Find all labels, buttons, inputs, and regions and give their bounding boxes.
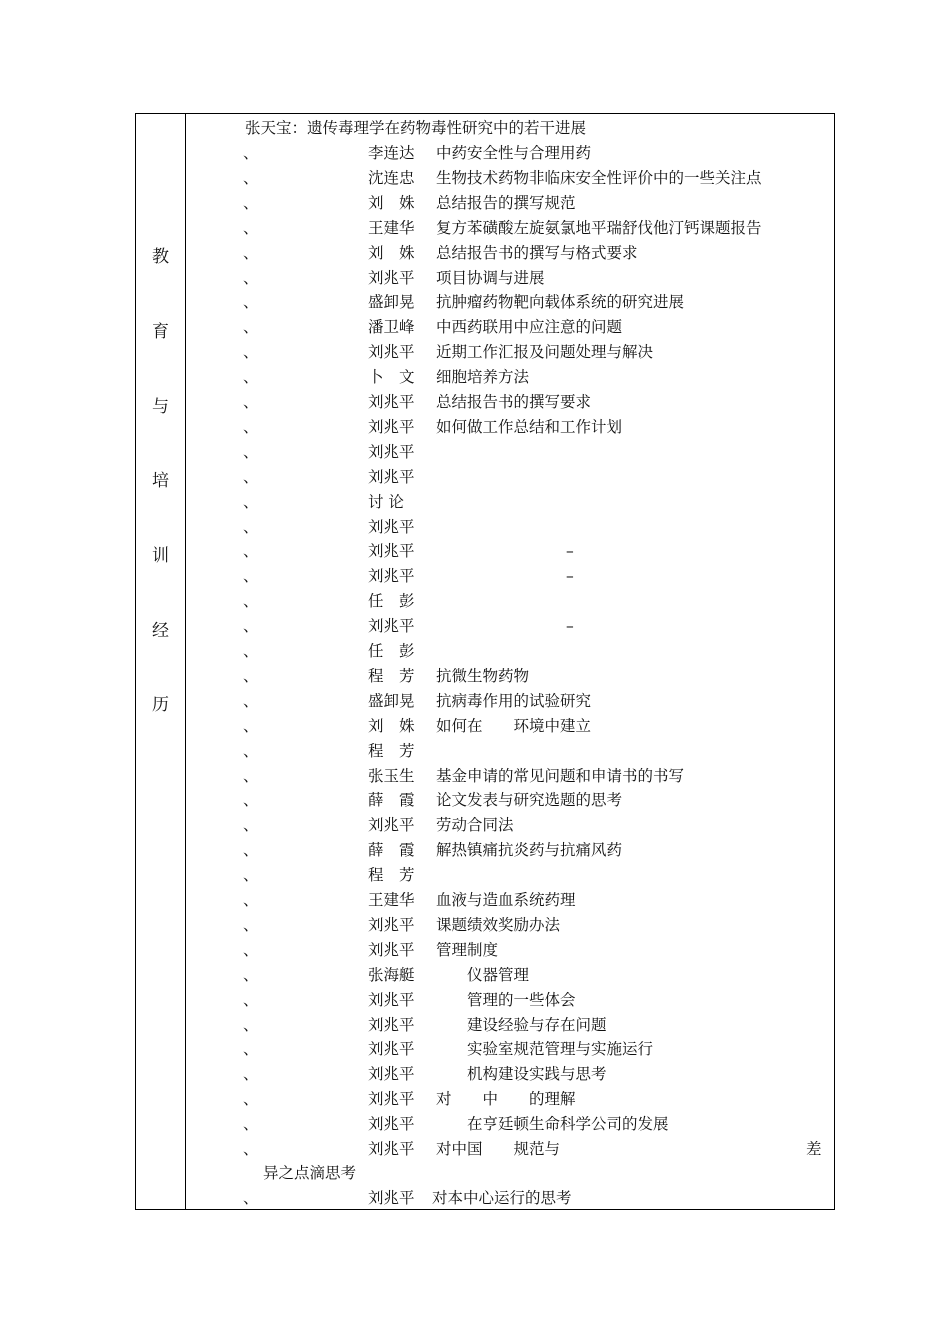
entry-row: [0, 615, 950, 639]
speaker-name: 张海艇: [368, 965, 415, 984]
bullet-mark: 、: [243, 816, 259, 835]
entry-row: [0, 491, 950, 515]
entry-row: [0, 142, 950, 166]
speaker-name: 刘兆平: [368, 467, 415, 486]
bullet-mark: 、: [243, 691, 259, 710]
side-label-char: 与: [152, 397, 169, 417]
bullet-mark: 、: [243, 368, 259, 387]
speaker-name: 程 芳: [368, 666, 415, 685]
bullet-mark: 、: [243, 990, 259, 1009]
topic-text: 劳动合同法: [436, 816, 514, 835]
entry-row: [0, 192, 950, 216]
bullet-mark: 、: [243, 1090, 259, 1109]
entry-row: [0, 1088, 950, 1112]
topic-text: 总结报告书的撰写要求: [436, 393, 592, 411]
bullet-mark: 、: [243, 716, 259, 735]
topic-text: 解热镇痛抗炎药与抗痛风药: [436, 841, 623, 860]
bullet-mark: 、: [243, 617, 259, 636]
topic-text: 中西药联用中应注意的问题: [436, 318, 623, 337]
entry-row: [0, 341, 950, 365]
speaker-name: 刘兆平: [368, 1140, 415, 1158]
entry-row: [0, 864, 950, 888]
last-entry: [0, 1187, 950, 1211]
bullet-mark: 、: [243, 841, 259, 860]
entry-row: [0, 665, 950, 689]
speaker-name: 张玉生: [368, 766, 415, 785]
topic-text: 课题绩效奖励办法: [436, 915, 561, 934]
topic-text: 生物技术药物非临床安全性评价中的一些关注点: [436, 168, 762, 187]
topic-text: 机构建设实践与思考: [436, 1065, 607, 1084]
speaker-name: 刘兆平: [368, 1040, 415, 1059]
bullet-mark: 、: [243, 218, 259, 237]
speaker-name: 刘 姝: [368, 193, 415, 212]
bullet-mark: 、: [243, 144, 259, 162]
bullet-mark: 、: [243, 642, 259, 660]
topic-text: 基金申请的常见问题和申请书的书写: [436, 766, 685, 785]
topic-text: 仪器管理: [436, 965, 530, 984]
speaker-name: 刘兆平: [368, 1015, 415, 1034]
side-label-char: 育: [152, 322, 169, 342]
entry-row: [0, 1113, 950, 1137]
entry-row: [0, 466, 950, 490]
speaker-name: 刘兆平: [368, 417, 415, 436]
bullet-mark: 、: [243, 915, 259, 934]
topic-overflow-char: 差: [806, 1140, 822, 1158]
bullet-mark: 、: [243, 791, 259, 810]
bullet-mark: 、: [243, 891, 259, 909]
speaker-name: 王建华: [368, 218, 415, 237]
topic-text: 总结报告的撰写规范: [436, 193, 576, 212]
entry-row: [0, 889, 950, 913]
entry-row: [0, 540, 950, 564]
speaker-name: 程 芳: [368, 866, 415, 885]
bullet-mark: 、: [243, 567, 259, 586]
bullet-mark: 、: [243, 940, 259, 959]
bullet-mark: 、: [243, 666, 259, 685]
speaker-name: 刘兆平: [368, 915, 415, 934]
speaker-name: 刘兆平: [368, 1065, 415, 1084]
entry-row: [0, 416, 950, 440]
bullet-mark: 、: [243, 268, 259, 287]
topic-text: 中药安全性与合理用药: [436, 144, 592, 162]
topic-text: 项目协调与进展: [436, 268, 545, 287]
entry-row: [0, 1038, 950, 1062]
bullet-mark: 、: [243, 168, 259, 187]
bullet-mark: 、: [243, 592, 259, 611]
entry-row: [0, 366, 950, 390]
topic-text: 在亨廷顿生命科学公司的发展: [436, 1115, 669, 1134]
speaker-name: 刘 姝: [368, 243, 415, 262]
first-entry-text: 张天宝：遗传毒理学在药物毒性研究中的若干进展: [245, 119, 587, 137]
bullet-mark: 、: [243, 243, 259, 262]
speaker-name: 刘兆平: [368, 517, 415, 536]
bullet-mark: 、: [243, 1189, 259, 1207]
entry-row: [0, 291, 950, 315]
side-label-char: 培: [152, 471, 169, 491]
bullet-mark: 、: [243, 318, 259, 337]
bullet-mark: 、: [243, 1015, 259, 1034]
side-label-char: 经: [152, 621, 169, 641]
entry-row: [0, 765, 950, 789]
speaker-name: 任 彭: [368, 592, 415, 611]
entry-row: [0, 516, 950, 540]
speaker-name: 刘兆平: [368, 268, 415, 287]
entry-row: [0, 715, 950, 739]
bullet-mark: 、: [243, 193, 259, 212]
bullet-mark: 、: [243, 1040, 259, 1059]
topic-text: 近期工作汇报及问题处理与解决: [436, 343, 654, 362]
speaker-name: 李连达: [368, 144, 415, 162]
entry-row: [0, 989, 950, 1013]
bullet-mark: 、: [243, 467, 259, 486]
entry-row: [0, 565, 950, 589]
topic-text: 对 中 的理解: [436, 1090, 576, 1109]
bullet-mark: 、: [243, 1065, 259, 1084]
speaker-name: 刘兆平: [368, 617, 415, 636]
topic-text: 血液与造血系统药理: [436, 891, 576, 909]
entry-row: [0, 814, 950, 838]
entry-row: [0, 590, 950, 614]
bullet-mark: 、: [243, 417, 259, 436]
speaker-name: 刘兆平: [368, 1090, 415, 1109]
entry-row: [0, 1063, 950, 1087]
speaker-name: 刘兆平: [368, 542, 415, 561]
speaker-name: 刘兆平: [368, 343, 415, 362]
topic-text: 抗病毒作用的试验研究: [436, 691, 592, 710]
entry-row: [0, 939, 950, 963]
topic-text: 细胞培养方法: [436, 368, 530, 387]
entry-row: [0, 441, 950, 465]
bullet-mark: 、: [243, 741, 259, 760]
bullet-mark: 、: [243, 393, 259, 411]
speaker-name: 王建华: [368, 891, 415, 909]
entry-row: [0, 789, 950, 813]
topic-text: –: [566, 617, 574, 636]
side-label-char: 教: [152, 247, 169, 267]
topic-text: 如何做工作总结和工作计划: [436, 417, 623, 436]
topic-text: –: [566, 542, 574, 561]
entry-row: [0, 242, 950, 266]
topic-text: 抗肿瘤药物靶向载体系统的研究进展: [436, 293, 685, 312]
topic-text: 复方苯磺酸左旋氨氯地平瑞舒伐他汀钙课题报告: [436, 218, 762, 237]
bullet-mark: 、: [243, 1140, 259, 1158]
entry-row: [0, 167, 950, 191]
speaker-name: 刘兆平: [368, 567, 415, 586]
wrap-line: [0, 1162, 950, 1186]
entry-row: [0, 217, 950, 241]
speaker-name: 刘兆平: [368, 940, 415, 959]
topic-text: 对本中心运行的思考: [432, 1189, 572, 1207]
wrap-line-text: 异之点滴思考: [263, 1164, 357, 1182]
speaker-name: 刘兆平: [368, 442, 415, 461]
topic-text: 论文发表与研究选题的思考: [436, 791, 623, 810]
topic-text: 实验室规范管理与实施运行: [436, 1040, 654, 1059]
speaker-name: 薛 霞: [368, 841, 415, 860]
speaker-name: 刘兆平: [368, 1189, 415, 1207]
entry-row: [0, 1138, 950, 1162]
bullet-mark: 、: [243, 965, 259, 984]
topic-text: 对中国 规范与: [436, 1140, 561, 1158]
bullet-mark: 、: [243, 343, 259, 362]
speaker-name: 卜 文: [368, 368, 415, 387]
speaker-name: 刘兆平: [368, 816, 415, 835]
entry-row: [0, 740, 950, 764]
entry-row: [0, 316, 950, 340]
bullet-mark: 、: [243, 1115, 259, 1134]
topic-text: –: [566, 567, 574, 586]
entry-row: [0, 267, 950, 291]
speaker-name: 刘兆平: [368, 1115, 415, 1134]
speaker-name: 程 芳: [368, 741, 415, 760]
speaker-name: 刘 姝: [368, 716, 415, 735]
first-entry: [0, 117, 950, 141]
speaker-name: 沈连忠: [368, 168, 415, 187]
topic-text: 建设经验与存在问题: [436, 1015, 607, 1034]
entry-row: [0, 690, 950, 714]
topic-text: 管理制度: [436, 940, 499, 959]
bullet-mark: 、: [243, 492, 259, 511]
speaker-name: 任 彭: [368, 642, 415, 660]
speaker-name: 薛 霞: [368, 791, 415, 810]
topic-text: 总结报告书的撰写与格式要求: [436, 243, 638, 262]
entry-row: [0, 914, 950, 938]
entry-row: [0, 964, 950, 988]
side-label-char: 历: [152, 695, 169, 715]
bullet-mark: 、: [243, 517, 259, 536]
entry-row: [0, 839, 950, 863]
topic-text: 如何在 环境中建立: [436, 716, 592, 735]
speaker-name: 盛卸晃: [368, 293, 415, 312]
bullet-mark: 、: [243, 442, 259, 461]
topic-text: 抗微生物药物: [436, 666, 530, 685]
bullet-mark: 、: [243, 766, 259, 785]
speaker-name: 刘兆平: [368, 990, 415, 1009]
speaker-name: 潘卫峰: [368, 318, 415, 337]
bullet-mark: 、: [243, 542, 259, 561]
speaker-name: 讨 论: [368, 492, 404, 511]
entry-row: [0, 1014, 950, 1038]
bullet-mark: 、: [243, 866, 259, 885]
entry-row: [0, 640, 950, 664]
bullet-mark: 、: [243, 293, 259, 312]
speaker-name: 盛卸晃: [368, 691, 415, 710]
topic-text: 管理的一些体会: [436, 990, 576, 1009]
side-label-char: 训: [152, 546, 169, 566]
entry-row: [0, 391, 950, 415]
speaker-name: 刘兆平: [368, 393, 415, 411]
